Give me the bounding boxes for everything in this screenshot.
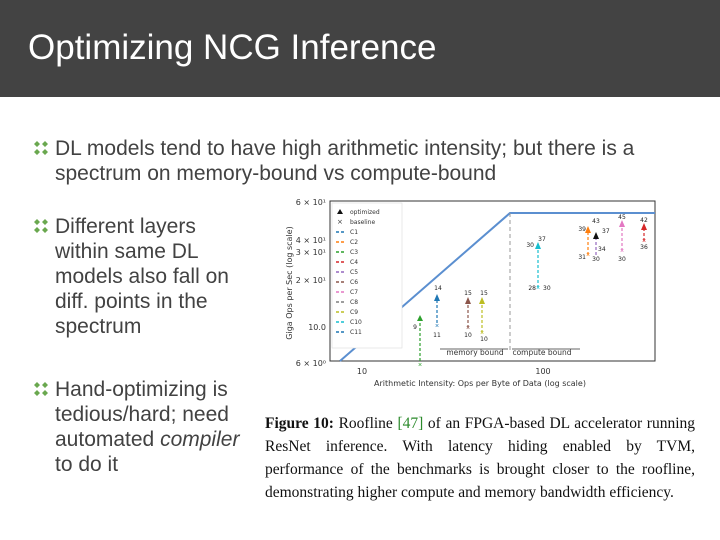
compute-bound-label: compute bound	[512, 348, 572, 357]
datapoint-group-c10	[433, 285, 442, 339]
bullet-3-text-b: to do it	[55, 453, 119, 476]
point-label: 37	[538, 236, 546, 243]
legend	[332, 203, 402, 348]
legend-c3: C3	[350, 249, 359, 256]
point-label: 28	[528, 285, 536, 292]
bullet-1	[55, 136, 695, 186]
optimized-marker	[479, 297, 485, 304]
bullet-2-text: Different layers within same DL models also fall on diff. points in the spectrum	[55, 215, 229, 338]
datapoint-group-c9	[464, 290, 472, 339]
svg-text:×: ×	[337, 218, 343, 226]
svg-text:×: ×	[417, 362, 423, 369]
caption-text-b: of an FPGA-based DL accelerator running ResNet inference. With latency hiding enabled by TVM, performance of the benchmarks is brought closer to the roofline, demonstrating higher compute and memory bandwidth efficiency.	[265, 415, 696, 501]
y-tick-label: 3 × 10¹	[295, 248, 326, 257]
optimized-marker	[593, 232, 599, 239]
point-label: 30	[618, 256, 626, 263]
diamond-bullet-icon	[33, 140, 49, 156]
point-label: 39	[578, 226, 586, 233]
legend-c1: C1	[350, 229, 359, 236]
optimized-marker	[417, 315, 423, 321]
point-label: 42	[640, 217, 648, 224]
legend-c10: C10	[350, 319, 362, 326]
x-axis-label: Arithmetic Intensity: Ops per Byte of Data (log scale)	[374, 379, 586, 388]
caption-lead: Figure 10:	[265, 415, 334, 432]
caption-citation-link[interactable]: [47]	[397, 415, 424, 432]
y-axis-label: Giga Ops per Sec (log scale)	[285, 226, 294, 340]
legend-c6: C6	[350, 279, 359, 286]
point-label: 15	[480, 290, 488, 297]
legend-c4: C4	[350, 259, 359, 266]
svg-text:×: ×	[479, 330, 485, 337]
datapoint-group-c7	[640, 217, 648, 251]
point-label: 30	[543, 285, 551, 292]
point-label: 15	[464, 290, 472, 297]
y-tick-label: 2 × 10¹	[295, 276, 326, 285]
optimized-marker	[619, 220, 625, 227]
bullet-2	[55, 214, 235, 339]
point-label: 30	[592, 256, 600, 263]
bullet-1-text: DL models tend to have high arithmetic intensity; but there is a spectrum on memory-bound vs compute-bound	[55, 137, 635, 185]
point-label: 37	[602, 228, 610, 235]
title-bar	[0, 0, 720, 97]
point-label: 36	[640, 244, 648, 251]
y-tick-label: 6 × 10⁰	[295, 359, 326, 368]
bullet-3-text-a: Hand-optimizing is tedious/hard; need automated	[55, 378, 229, 451]
diamond-bullet-icon	[33, 381, 49, 397]
legend-optimized: optimized	[350, 209, 380, 216]
optimized-marker	[641, 223, 647, 230]
point-label: 34	[598, 246, 606, 253]
roofline-chart	[280, 193, 660, 393]
legend-c8: C8	[350, 299, 359, 306]
figure-caption	[265, 412, 695, 504]
y-tick-label: 4 × 10¹	[295, 236, 326, 245]
x-tick-label: 100	[535, 367, 551, 376]
optimized-marker	[535, 242, 541, 249]
svg-text:×: ×	[619, 248, 625, 255]
point-label: 10	[480, 336, 488, 343]
svg-text:×: ×	[641, 238, 647, 245]
datapoint-group-c6	[578, 226, 591, 261]
diamond-bullet-icon	[33, 218, 49, 234]
x-tick-label: 10	[356, 367, 368, 376]
datapoint-group-c5	[592, 218, 610, 263]
legend-c2: C2	[350, 239, 359, 246]
svg-text:×: ×	[585, 252, 591, 259]
optimized-marker	[434, 294, 440, 301]
memory-bound-label: memory bound	[446, 348, 504, 357]
point-label: 10	[464, 332, 472, 339]
point-label: 45	[618, 214, 626, 221]
point-label: 14	[434, 285, 442, 292]
legend-c7: C7	[350, 289, 359, 296]
svg-text:×: ×	[535, 285, 541, 292]
bullet-3	[55, 377, 245, 477]
point-label: 43	[592, 218, 600, 225]
legend-c9: C9	[350, 309, 359, 316]
slide-title: Optimizing NCG Inference	[28, 28, 437, 67]
svg-text:×: ×	[434, 323, 440, 330]
optimized-marker	[465, 297, 471, 304]
datapoint-group-c8	[479, 290, 488, 343]
y-tick-label: 6 × 10¹	[295, 198, 326, 207]
legend-baseline: baseline	[350, 219, 376, 226]
y-tick-label: 10.0	[308, 323, 326, 332]
point-label: 30	[526, 242, 534, 249]
point-label: 9	[413, 324, 417, 331]
bullet-3-emphasis: compiler	[160, 428, 240, 451]
datapoint-group-c4	[618, 214, 626, 263]
caption-text-a: Roofline	[333, 415, 398, 432]
legend-c5: C5	[350, 269, 359, 276]
point-label: 31	[578, 254, 586, 261]
point-label: 11	[433, 332, 441, 339]
svg-text:×: ×	[465, 325, 471, 332]
datapoint-group-c3	[526, 236, 550, 292]
legend-c11: C11	[350, 329, 362, 336]
